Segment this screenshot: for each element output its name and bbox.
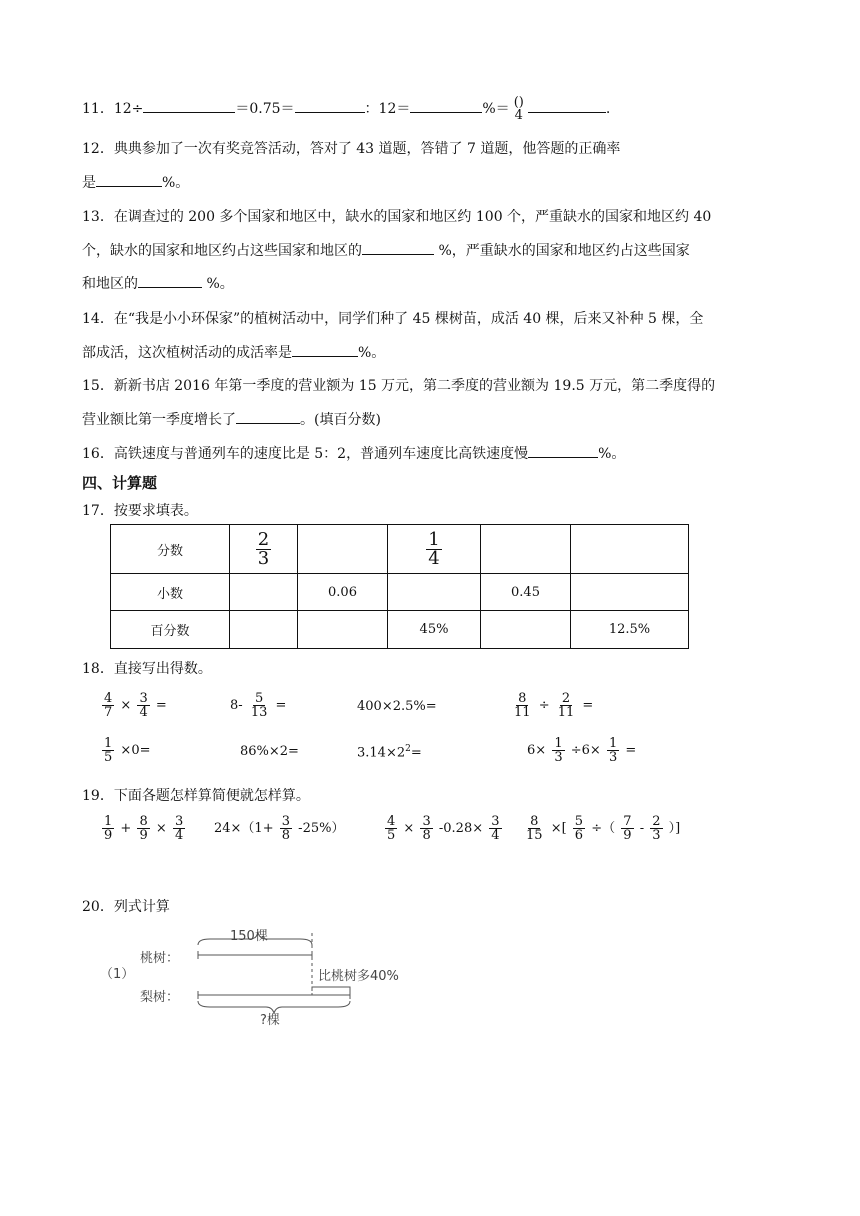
expression: $\frac{4}{7}$ × $\frac{3}{4}$ =: [104, 691, 167, 720]
table-cell-blank[interactable]: [481, 611, 571, 649]
q18-title: 18．直接写出得数。: [82, 661, 212, 677]
q11-number: 11．: [82, 101, 114, 117]
q11-line: 11．12÷ ＝0.75＝ ：12＝ %＝ () 4 .: [82, 95, 611, 123]
section-heading: 四、计算题: [82, 474, 158, 492]
q19-title: 19．下面各题怎样算简便就怎样算。: [82, 788, 310, 804]
table-cell-blank[interactable]: [298, 525, 388, 574]
answer-blank[interactable]: [96, 172, 162, 187]
table-cell-blank[interactable]: [481, 525, 571, 574]
answer-blank[interactable]: [295, 98, 365, 113]
line-segment-diagram: [100, 925, 430, 1028]
q12-line1: 12．典典参加了一次有奖竞答活动，答对了 43 道题，答错了 7 道题，他答题的正确率: [82, 141, 621, 157]
table-cell-blank[interactable]: [298, 611, 388, 649]
expression: $\frac{8}{15}$ ×[ $\frac{5}{6}$ ÷（ $\frac{7}{9}$ - $\frac{2}{3}$ ）]: [526, 814, 681, 843]
q20-title: 20．列式计算: [82, 899, 170, 915]
sub-question-label: （1）: [100, 967, 135, 982]
answer-blank[interactable]: [410, 98, 482, 113]
peach-label: 桃树：: [140, 951, 180, 966]
q15-line1: 15．新新书店 2016 年第一季度的营业额为 15 万元，第二季度的营业额为 19.5 万元，第二季度得的: [82, 378, 716, 394]
expression: 86%×2=: [240, 744, 299, 759]
expression: 24×（1+ $\frac{3}{8}$ -25%）: [214, 814, 345, 843]
peach-count-label: 150棵: [230, 929, 268, 944]
q16-line: 16．高铁速度与普通列车的速度比是 5：2，普通列车速度比高铁速度慢 %。: [82, 443, 625, 463]
expression: $\frac{1}{9}$ + $\frac{8}{9}$ × $\frac{3}{4}$: [104, 814, 184, 843]
answer-blank[interactable]: [362, 240, 434, 255]
table-cell-blank[interactable]: [388, 574, 481, 611]
table-cell: [230, 525, 298, 574]
table-cell: [388, 525, 481, 574]
fraction: $\frac{1}{4}$: [428, 528, 440, 569]
more-label: 比桃树多40%: [318, 969, 399, 984]
pear-label: 梨树：: [140, 990, 180, 1005]
expression: 6× $\frac{1}{3}$ ÷6× $\frac{1}{3}$ =: [527, 736, 637, 765]
unknown-count-label: ?棵: [260, 1013, 280, 1028]
row-label-decimal: 小数: [111, 574, 230, 611]
expression: $\frac{1}{5}$ ×0=: [104, 736, 151, 765]
conversion-table: [110, 524, 689, 649]
q12-line2: 是 %。: [82, 172, 189, 192]
expression: $3.14\times 2^2=$: [357, 744, 422, 761]
q13-line1: 13．在调查过的 200 多个国家和地区中，缺水的国家和地区约 100 个，严重缺水的国家和地区约 40: [82, 209, 712, 225]
table-cell: 12.5%: [571, 611, 689, 649]
table-cell: 0.45: [481, 574, 571, 611]
fraction: () 4: [513, 95, 524, 123]
table-cell: 0.06: [298, 574, 388, 611]
q15-line2: 营业额比第一季度增长了 。(填百分数): [82, 409, 381, 429]
q14-line2: 部成活，这次植树活动的成活率是 %。: [82, 342, 385, 362]
expression: $\frac{4}{5}$ × $\frac{3}{8}$ -0.28× $\frac{3}{4}$: [387, 814, 500, 843]
answer-blank[interactable]: [292, 342, 358, 357]
q13-line2: 个，缺水的国家和地区约占这些国家和地区的 %，严重缺水的国家和地区约占这些国家: [82, 240, 690, 260]
table-cell: 45%: [388, 611, 481, 649]
answer-blank[interactable]: [528, 98, 606, 113]
answer-blank[interactable]: [236, 409, 300, 424]
answer-blank[interactable]: [143, 98, 235, 113]
table-cell-blank[interactable]: [571, 525, 689, 574]
row-label-fraction: 分数: [111, 525, 230, 574]
answer-blank[interactable]: [138, 273, 202, 288]
q13-line3: 和地区的 %。: [82, 273, 234, 293]
expression: 8- $\frac{5}{13}$ =: [230, 691, 287, 720]
table-cell-blank[interactable]: [230, 611, 298, 649]
expression: 400×2.5%=: [357, 699, 437, 714]
row-label-percent: 百分数: [111, 611, 230, 649]
q17-title: 17．按要求填表。: [82, 503, 198, 519]
fraction: $\frac{2}{3}$: [257, 528, 270, 569]
table-cell-blank[interactable]: [571, 574, 689, 611]
expression: $\frac{8}{11}$ ÷ $\frac{2}{11}$ =: [514, 691, 594, 720]
table-cell-blank[interactable]: [230, 574, 298, 611]
q14-line1: 14．在“我是小小环保家”的植树活动中，同学们种了 45 棵树苗，成活 40 棵，后来又补种 5 棵，全: [82, 311, 704, 327]
answer-blank[interactable]: [528, 443, 598, 458]
